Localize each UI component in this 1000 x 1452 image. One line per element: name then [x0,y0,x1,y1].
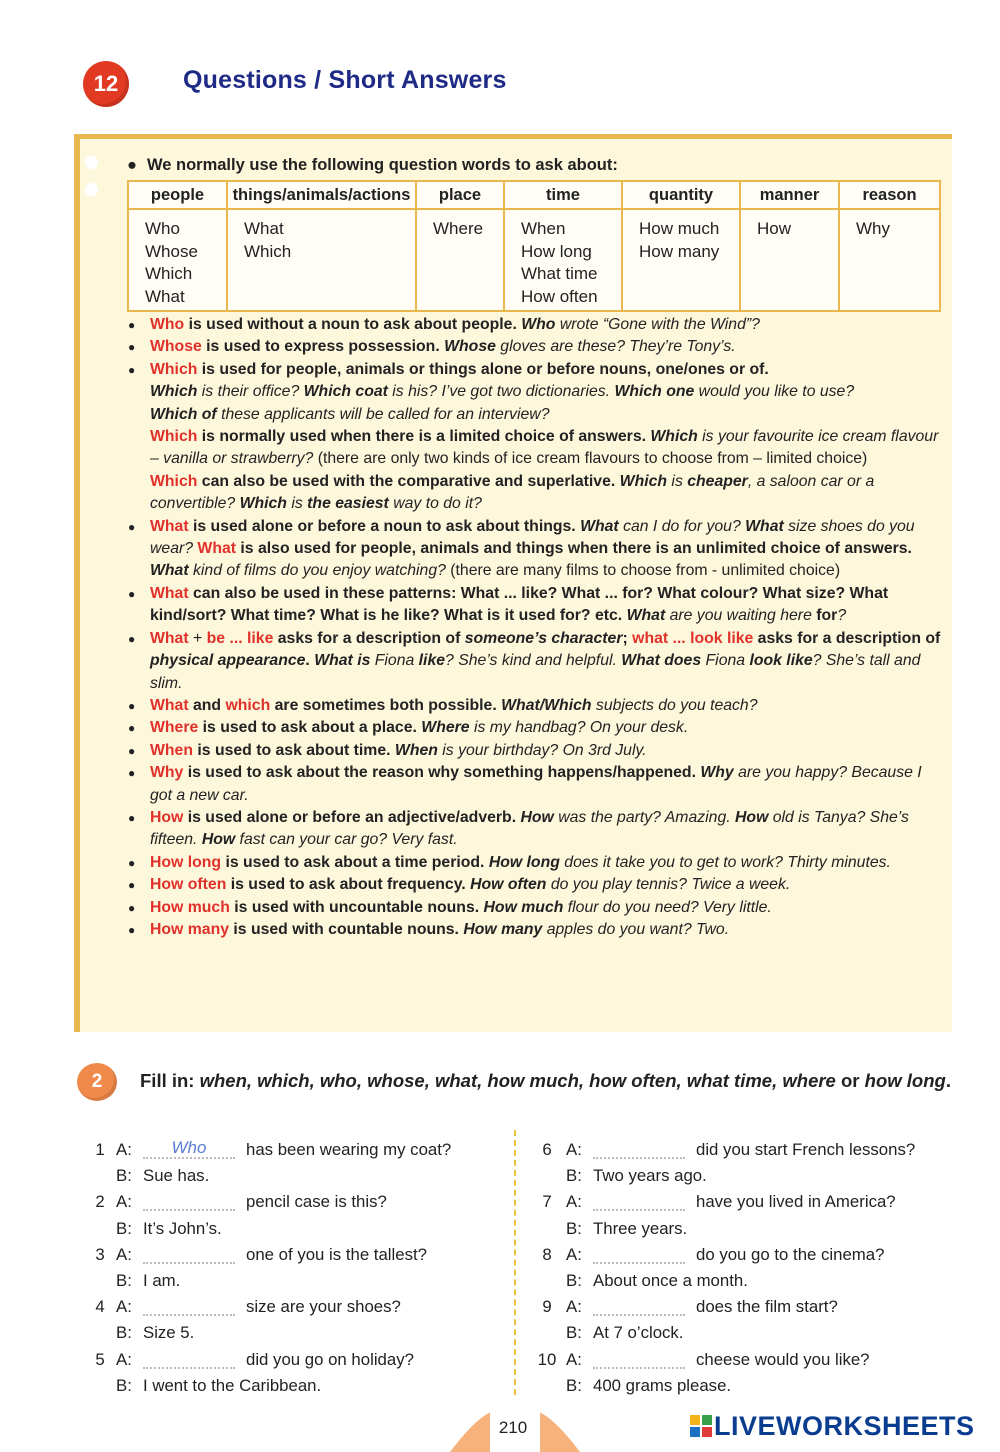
label-a: A: [116,1192,132,1212]
page-number: 210 [498,1418,528,1437]
question-text: one of you is the tallest? [246,1244,427,1264]
label-a: A: [566,1192,582,1212]
item-number: 4 [95,1297,105,1317]
rule-how: ● How is used alone or before an adjective/adverb. How was the party? Amazing. How old is Tanya? She’s fifteen. How fast can your car go? Very fast. [128,807,944,852]
table-word: How [757,219,792,238]
rule-how-often: ● How often is used to ask about frequency. How often do you play tennis? Twice a week. [128,874,944,896]
header-people: people [128,181,227,209]
cell-reason [839,209,940,311]
intro-line: ● We normally use the following question words to ask about: [127,156,618,174]
rule-who: ● Who is used without a noun to ask about people. Who wrote “Gone with the Wind”? [128,314,944,336]
liveworksheets-logo: LIVEWORKSHEETS [690,1411,975,1442]
item-number: 3 [95,1244,105,1264]
item-number: 2 [95,1192,105,1212]
label-a: A: [566,1140,582,1159]
answer-input[interactable] [593,1244,685,1264]
answer-input[interactable] [143,1244,235,1264]
label-b: B: [566,1218,582,1238]
decorative-dot [85,156,98,169]
exercise-instruction: Fill in: when, which, who, whose, what, how much, how often, what time, where or how long. [140,1070,951,1091]
rule-whose: ● Whose is used to express possession. Whose gloves are these? They’re Tony’s. [128,336,944,358]
label-a: A: [116,1244,132,1264]
header-reason: reason [839,181,940,209]
answer-text: It’s John’s. [143,1218,222,1238]
table-word: How much [639,219,720,238]
table-word: What [145,286,185,306]
exercise-item [538,1242,958,1294]
table-word: Which [244,241,292,261]
answer-input[interactable] [593,1191,685,1211]
rule-which: ● Which is used for people, animals or things alone or before nouns, one/ones or of. Which is their office? Which coat is his? I’ve got two dictionaries. Which one would you like to use? Which of these applicants will be called for an interview? Which is normally used when there is a limited choice of answers. Which is your favourite ice cream flavour – vanilla or strawberry? (there are only two kinds of ice cream flavours to choose from – limited choice) Which can also be used with the comparative and superlative. Which is cheaper, a saloon car or a convertible? Which is the easiest way to do it? [128,359,944,516]
cell-time [504,209,622,311]
rule-how-many: ● How many is used with countable nouns. How many apples do you want? Two. [128,919,944,941]
item-number: 6 [542,1140,552,1159]
item-number: 7 [542,1192,552,1212]
rule-what-like: ● What + be ... like asks for a description of someone’s character; what ... look like asks for a description of physical appearance. What is Fiona like? She’s kind and helpful. What does Fiona look like? She’s tall and slim. [128,628,944,695]
label-b: B: [566,1375,582,1395]
exercise-column-right [538,1137,958,1399]
table-word: Where [433,219,484,238]
label-a: A: [566,1349,582,1369]
item-number: 9 [542,1297,552,1317]
answer-text: About once a month. [593,1270,748,1290]
cell-quantity [622,209,740,311]
question-text: did you start French lessons? [696,1140,916,1159]
table-word: Whose [145,241,198,261]
item-number: 10 [537,1349,557,1369]
answer-text: I went to the Caribbean. [143,1375,322,1395]
exercise-item [88,1347,508,1399]
table-word: How many [639,241,720,261]
answer-text: Two years ago. [593,1166,707,1186]
label-b: B: [116,1323,132,1343]
table-word: How long [521,241,592,261]
label-a: A: [566,1244,582,1264]
answer-input[interactable] [593,1349,685,1369]
rule-how-much: ● How much is used with uncountable nouns. How much flour do you need? Very little. [128,897,944,919]
exercise-item [538,1347,958,1399]
question-text: has been wearing my coat? [246,1140,452,1159]
answer-text: At 7 o’clock. [593,1323,684,1343]
question-text: pencil case is this? [246,1192,387,1212]
unit-number-badge: 12 [83,61,129,107]
label-b: B: [116,1166,132,1186]
question-text: do you go to the cinema? [696,1244,885,1264]
table-word: Which [145,264,193,283]
table-word: When [521,219,566,238]
exercise-item [88,1242,508,1294]
exercise-item [88,1137,508,1189]
item-number: 8 [542,1244,552,1264]
rule-where: ● Where is used to ask about a place. Where is my handbag? On your desk. [128,717,944,739]
decorative-dot [85,183,98,196]
header-things: things/animals/actions [227,181,416,209]
answer-text: Size 5. [143,1323,195,1343]
header-place: place [416,181,504,209]
label-a: A: [566,1297,582,1317]
answer-text: 400 grams please. [593,1375,732,1395]
cell-place [416,209,504,311]
question-words-table [127,180,941,312]
label-a: A: [116,1349,132,1369]
question-text: size are your shoes? [246,1297,401,1317]
exercise-item [88,1189,508,1241]
exercise-number-badge: 2 [77,1063,117,1101]
table-word: Why [856,219,890,238]
answer-input[interactable] [143,1296,235,1316]
liveworksheets-icon [690,1415,712,1437]
answer-text: Three years. [593,1218,688,1238]
answer-input[interactable]: Who [143,1139,235,1159]
rule-what: ● What is used alone or before a noun to ask about things. What can I do for you? What size shoes do you wear? What is also used for people, animals and things when there is an unlimited choice of answers. What kind of films do you enjoy watching? (there are many films to choose from - unlimited choice) [128,516,944,583]
item-number: 5 [95,1349,105,1369]
table-word: How often [521,286,598,306]
answer-input[interactable] [143,1349,235,1369]
column-divider [514,1130,516,1395]
label-b: B: [116,1218,132,1238]
rule-why: ● Why is used to ask about the reason why something happens/happened. Why are you happy? Because I got a new car. [128,762,944,807]
exercise-item [538,1137,958,1189]
label-b: B: [116,1375,132,1395]
item-number: 1 [95,1140,105,1159]
table-word: Who [145,219,180,238]
rule-how-long: ● How long is used to ask about a time period. How long does it take you to get to work? Thirty minutes. [128,852,944,874]
header-manner: manner [740,181,839,209]
cell-things [227,209,416,311]
exercise-item [538,1294,958,1346]
table-header-row [128,181,940,209]
label-b: B: [566,1323,582,1343]
rules-list [128,314,944,941]
table-word: What [244,219,284,238]
question-text: does the film start? [696,1297,838,1317]
answer-input[interactable] [593,1139,685,1159]
label-b: B: [566,1166,582,1186]
answer-input[interactable] [143,1191,235,1211]
header-quantity: quantity [622,181,740,209]
label-b: B: [116,1270,132,1290]
label-a: A: [116,1140,132,1159]
rule-what-patterns: ● What can also be used in these patterns: What ... like? What ... for? What colour? What size? What kind/sort? What time? What is he like? What is it used for? etc. What are you waiting here for? [128,583,944,628]
table-word: What time [521,264,598,283]
rule-when: ● When is used to ask about time. When is your birthday? On 3rd July. [128,740,944,762]
question-text: cheese would you like? [696,1349,870,1369]
question-text: have you lived in America? [696,1192,896,1212]
table-body-row [128,209,940,311]
label-b: B: [566,1270,582,1290]
question-text: did you go on holiday? [246,1349,414,1369]
exercise-column-left [88,1137,508,1399]
exercise-item [88,1294,508,1346]
label-a: A: [116,1297,132,1317]
unit-title: Questions / Short Answers [183,66,507,94]
rule-what-which: ● What and which are sometimes both possible. What/Which subjects do you teach? [128,695,944,717]
exercise-item [538,1189,958,1241]
answer-text: I am. [143,1270,181,1290]
header-time: time [504,181,622,209]
cell-people [128,209,227,311]
answer-input[interactable] [593,1296,685,1316]
cell-manner [740,209,839,311]
answer-text: Sue has. [143,1166,210,1186]
